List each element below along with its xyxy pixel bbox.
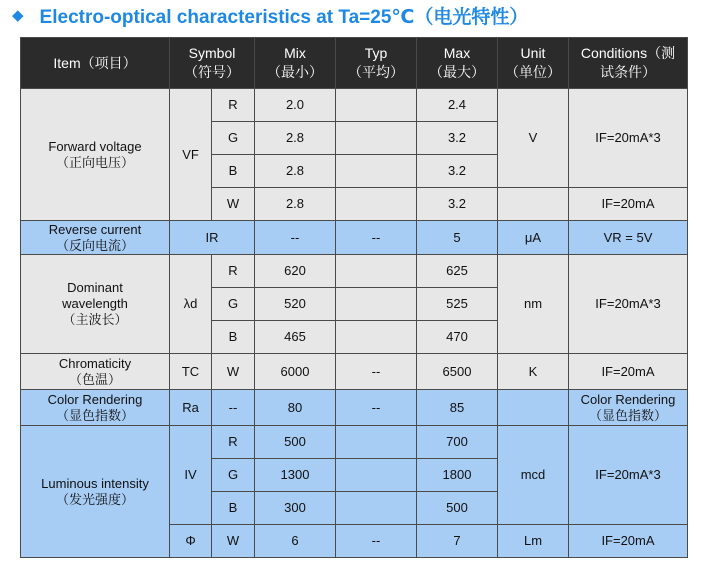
forward-voltage-symbol: VF bbox=[170, 89, 212, 221]
table-row bbox=[21, 426, 688, 459]
page-title-text: Electro-optical characteristics at Ta=25℃（电光特性） bbox=[39, 6, 529, 28]
color-cell: G bbox=[212, 459, 255, 492]
forward-voltage-w-condition: IF=20mA bbox=[569, 188, 688, 221]
max-cell: 500 bbox=[417, 492, 498, 525]
color-rendering-condition: Color Rendering （显色指数） bbox=[569, 390, 688, 426]
max-cell: 525 bbox=[417, 288, 498, 321]
typ-cell: -- bbox=[336, 354, 417, 390]
luminous-intensity-item: Luminous intensity （发光强度） bbox=[21, 426, 170, 558]
dominant-wavelength-condition: IF=20mA*3 bbox=[569, 255, 688, 354]
color-rendering-item: Color Rendering （显色指数） bbox=[21, 390, 170, 426]
min-cell: 80 bbox=[255, 390, 336, 426]
header-min: Mix （最小） bbox=[255, 38, 336, 89]
max-cell: 5 bbox=[417, 221, 498, 255]
typ-cell: -- bbox=[336, 525, 417, 558]
color-cell: R bbox=[212, 255, 255, 288]
min-cell: 2.0 bbox=[255, 89, 336, 122]
forward-voltage-condition: IF=20mA*3 bbox=[569, 89, 688, 188]
typ-cell bbox=[336, 155, 417, 188]
header-symbol: Symbol （符号） bbox=[170, 38, 255, 89]
header-conditions: Conditions（测 试条件） bbox=[569, 38, 688, 89]
typ-cell: -- bbox=[336, 390, 417, 426]
max-cell: 625 bbox=[417, 255, 498, 288]
typ-cell bbox=[336, 492, 417, 525]
min-cell: 620 bbox=[255, 255, 336, 288]
page-title bbox=[12, 2, 528, 28]
typ-cell bbox=[336, 459, 417, 492]
color-rendering-symbol: Ra bbox=[170, 390, 212, 426]
min-cell: 2.8 bbox=[255, 155, 336, 188]
max-cell: 85 bbox=[417, 390, 498, 426]
reverse-current-symbol: IR bbox=[170, 221, 255, 255]
dominant-wavelength-symbol: λd bbox=[170, 255, 212, 354]
chromaticity-symbol: TC bbox=[170, 354, 212, 390]
color-cell: W bbox=[212, 188, 255, 221]
unit-cell bbox=[498, 188, 569, 221]
header-typ: Typ （平均） bbox=[336, 38, 417, 89]
min-cell: -- bbox=[255, 221, 336, 255]
min-cell: 2.8 bbox=[255, 122, 336, 155]
max-cell: 470 bbox=[417, 321, 498, 354]
typ-cell bbox=[336, 89, 417, 122]
forward-voltage-item: Forward voltage （正向电压） bbox=[21, 89, 170, 221]
max-cell: 2.4 bbox=[417, 89, 498, 122]
table-row bbox=[21, 221, 688, 255]
table-row bbox=[21, 89, 688, 122]
typ-cell bbox=[336, 288, 417, 321]
min-cell: 500 bbox=[255, 426, 336, 459]
luminous-intensity-symbol: IV bbox=[170, 426, 212, 525]
min-cell: 465 bbox=[255, 321, 336, 354]
unit-cell: Lm bbox=[498, 525, 569, 558]
chromaticity-item: Chromaticity （色温） bbox=[21, 354, 170, 390]
min-cell: 6 bbox=[255, 525, 336, 558]
table-header-row bbox=[21, 38, 688, 89]
table-row bbox=[21, 390, 688, 426]
color-cell: W bbox=[212, 525, 255, 558]
color-cell: B bbox=[212, 155, 255, 188]
color-cell: G bbox=[212, 288, 255, 321]
max-cell: 7 bbox=[417, 525, 498, 558]
max-cell: 1800 bbox=[417, 459, 498, 492]
typ-cell bbox=[336, 122, 417, 155]
unit-cell: μA bbox=[498, 221, 569, 255]
unit-cell: K bbox=[498, 354, 569, 390]
forward-voltage-unit: V bbox=[498, 89, 569, 188]
typ-cell bbox=[336, 188, 417, 221]
color-cell: R bbox=[212, 426, 255, 459]
typ-cell bbox=[336, 426, 417, 459]
max-cell: 3.2 bbox=[417, 122, 498, 155]
typ-cell bbox=[336, 255, 417, 288]
min-cell: 2.8 bbox=[255, 188, 336, 221]
min-cell: 1300 bbox=[255, 459, 336, 492]
max-cell: 6500 bbox=[417, 354, 498, 390]
max-cell: 3.2 bbox=[417, 155, 498, 188]
dominant-wavelength-unit: nm bbox=[498, 255, 569, 354]
header-unit: Unit （单位） bbox=[498, 38, 569, 89]
diamond-icon: ◆ bbox=[12, 7, 24, 24]
table-row bbox=[21, 255, 688, 288]
color-cell: G bbox=[212, 122, 255, 155]
color-cell: W bbox=[212, 354, 255, 390]
max-cell: 3.2 bbox=[417, 188, 498, 221]
color-cell: B bbox=[212, 321, 255, 354]
electro-optical-table bbox=[20, 37, 688, 558]
min-cell: 6000 bbox=[255, 354, 336, 390]
header-max: Max （最大） bbox=[417, 38, 498, 89]
luminous-intensity-condition: IF=20mA*3 bbox=[569, 426, 688, 525]
dominant-wavelength-item: Dominant wavelength （主波长） bbox=[21, 255, 170, 354]
reverse-current-item: Reverse current （反向电流） bbox=[21, 221, 170, 255]
table-row bbox=[21, 354, 688, 390]
max-cell: 700 bbox=[417, 426, 498, 459]
unit-cell bbox=[498, 390, 569, 426]
color-cell: -- bbox=[212, 390, 255, 426]
header-item: Item（项目） bbox=[21, 38, 170, 89]
color-cell: B bbox=[212, 492, 255, 525]
luminous-flux-condition: IF=20mA bbox=[569, 525, 688, 558]
reverse-current-condition: VR = 5V bbox=[569, 221, 688, 255]
luminous-flux-symbol: Φ bbox=[170, 525, 212, 558]
min-cell: 300 bbox=[255, 492, 336, 525]
typ-cell: -- bbox=[336, 221, 417, 255]
luminous-intensity-unit: mcd bbox=[498, 426, 569, 525]
chromaticity-condition: IF=20mA bbox=[569, 354, 688, 390]
min-cell: 520 bbox=[255, 288, 336, 321]
typ-cell bbox=[336, 321, 417, 354]
color-cell: R bbox=[212, 89, 255, 122]
